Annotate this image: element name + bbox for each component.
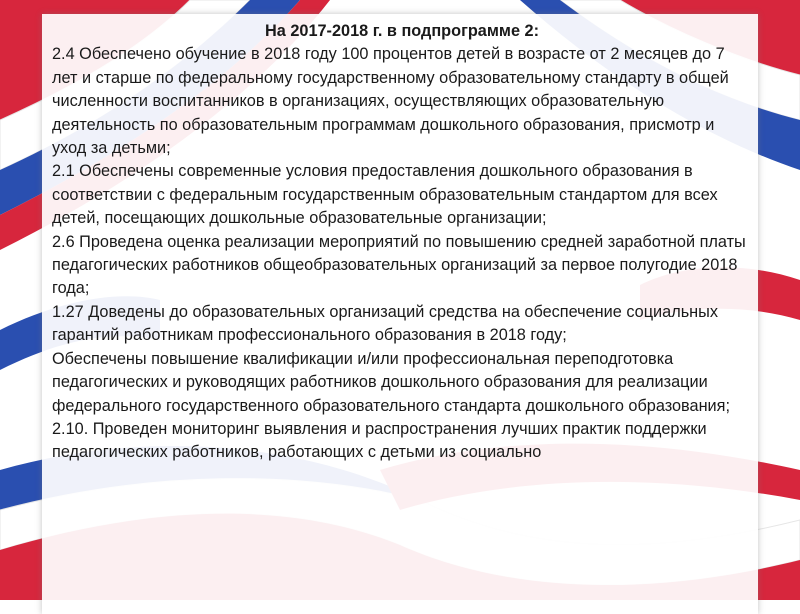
- paragraph-2-1: 2.1 Обеспечены современные условия предоставления дошкольного образования в соответствии с федеральным государственным образовательным стандартом для всех детей, посещающих дошкольные образовательные организации;: [52, 162, 718, 228]
- document-title: На 2017-2018 г. в подпрограмме 2:: [265, 22, 539, 40]
- paragraph-qualification: Обеспечены повышение квалификации и/или профессиональная переподготовка педагогических и руководящих работников дошкольного образования для реализации федерального государственного образовательного стандарта дошкольного образования;: [52, 349, 730, 415]
- paragraph-2-4: 2.4 Обеспечено обучение в 2018 году 100 процентов детей в возрасте от 2 месяцев до 7 лет и старше по федеральному государственному образовательному стандарту в общей численности воспитанников в организациях, осуществляющих образовательную деятельность по образовательным программам дошкольного образования, присмотр и уход за детьми;: [52, 45, 729, 158]
- paragraph-2-6: 2.6 Проведена оценка реализации мероприятий по повышению средней заработной платы педагогических работников общеобразовательных организаций за первое полугодие 2018 года;: [52, 232, 746, 298]
- document-content: [52, 20, 752, 600]
- paragraph-1-27: 1.27 Доведены до образовательных организаций средства на обеспечение социальных гарантий работникам профессионального образования в 2018 году;: [52, 302, 719, 345]
- paragraph-2-10: 2.10. Проведен мониторинг выявления и распространения лучших практик поддержки педагогических работников, работающих с детьми из социально: [52, 419, 707, 462]
